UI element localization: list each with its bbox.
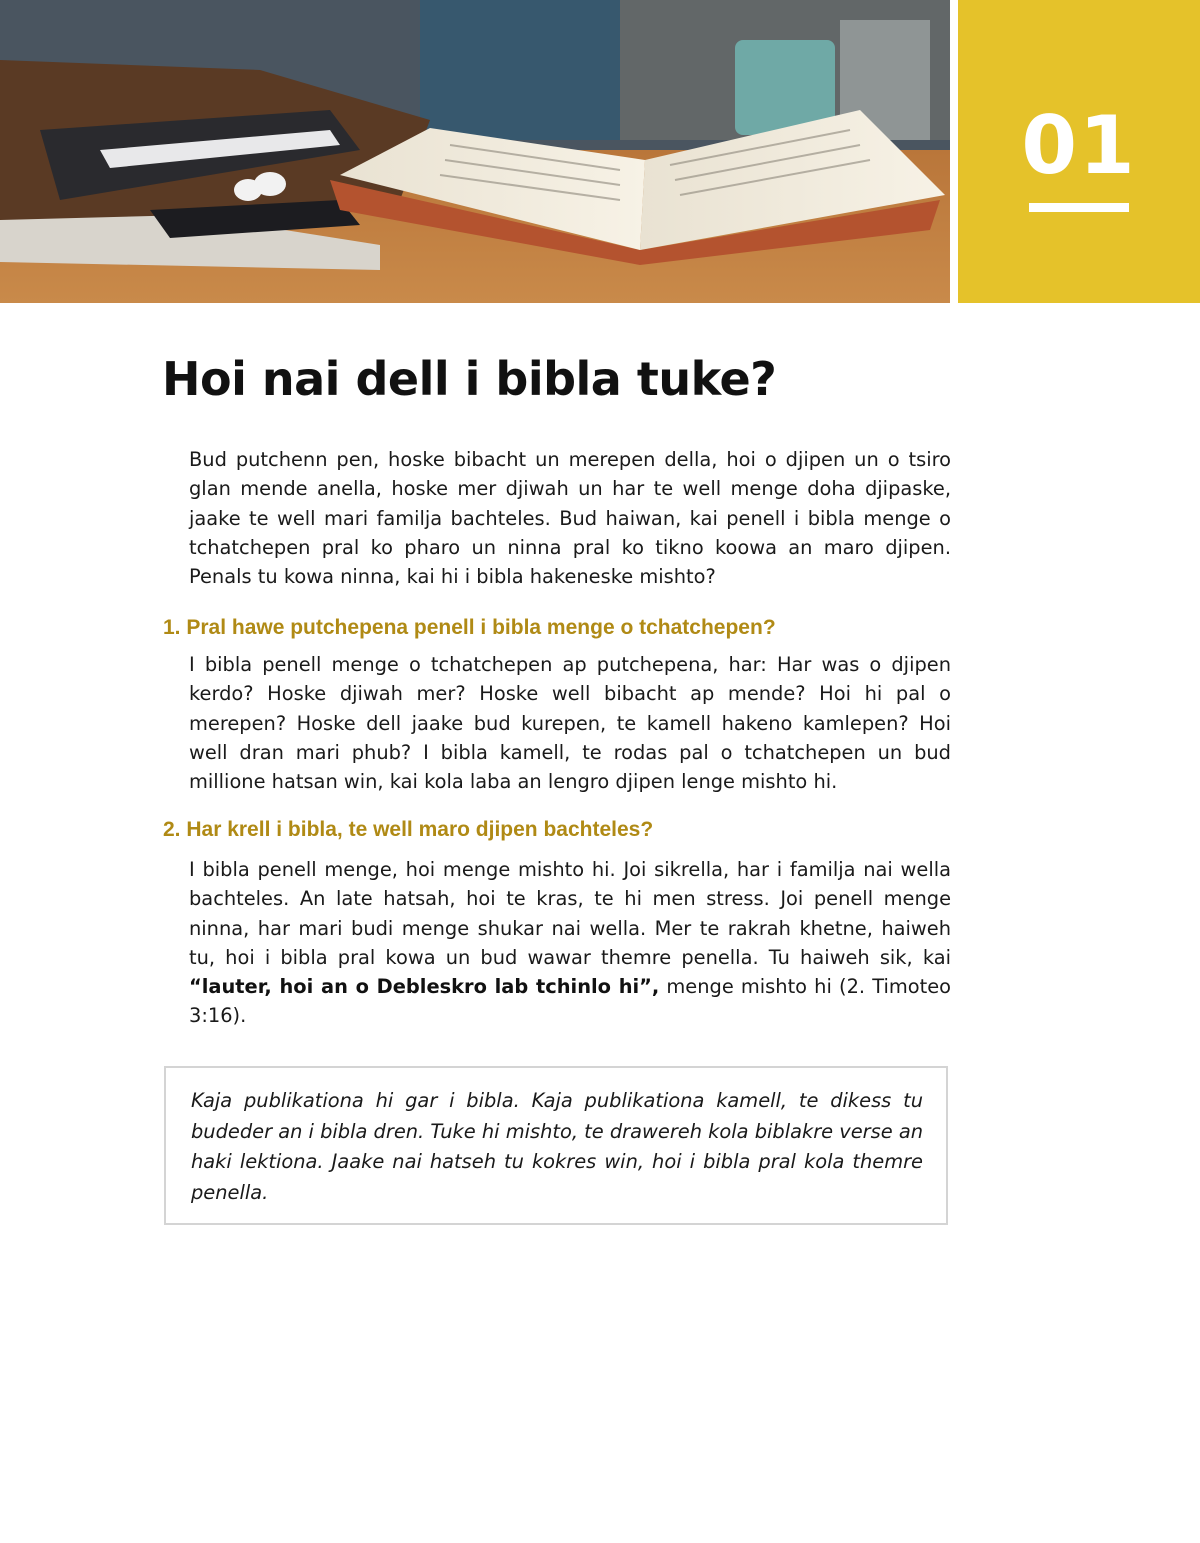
lesson-number-badge	[958, 0, 1200, 303]
answer-1: I bibla penell menge o tchatchepen ap putchepena, har: Har was o djipen kerdo? Hoske djiwah mer? Hoske well bibacht ap mende? Hoi hi pal o merepen? Hoske dell jaake bud kurepen, te kamell hakeno kamlepen? Hoi well dran mari phub? I bibla kamell, te rodas pal o tchatchepen un bud millione hatsan win, kai kola laba an lengro djipen lenge mishto hi.	[189, 653, 951, 794]
answer-2	[189, 855, 951, 1031]
note-text: Kaja publikationa hi gar i bibla. Kaja publikationa kamell, te dikess tu budeder an i bibla dren. Tuke hi mishto, te drawereh kola biblakre verse an haki lektiona. Jaake nai hatseh tu kokres win, hoi i bibla pral kola themre penella.	[191, 1089, 924, 1204]
intro-paragraph: Bud putchenn pen, hoske bibacht un merepen della, hoi o djipen un o tsiro glan mende anella, hoske mer djiwah un har te well menge doha djipaske, jaake te well mari familja bachteles. Bud haiwan, kai penell i bibla menge o tchatchepen pral ko pharo un ninna pral ko tikno koowa an maro djipen. Penals tu kowa ninna, kai hi i bibla hakeneske mishto?	[189, 448, 951, 589]
answer-2-bible-quote: “lauter, hoi an o Debleskro lab tchinlo hi”,	[189, 975, 660, 999]
page-title: Hoi nai dell i bibla tuke?	[162, 352, 777, 406]
answer-2-text-after: menge mishto hi (2. Timoteo 3:16).	[189, 975, 951, 1028]
note-box	[164, 1066, 948, 1225]
answer-2-text-before: I bibla penell menge, hoi menge mishto hi. Joi sikrella, har i familja nai wella bachteles. An late hatsah, hoi te kras, te hi men stress. Joi penell menge ninna, har mari budi menge shukar nai wella. Mer te rakrah khetne, haiweh tu, hoi i bibla pral kowa un bud wawar themre penella. Tu haiweh sik, kai	[189, 858, 951, 969]
hero-photo	[0, 0, 950, 303]
open-bible-illustration	[0, 0, 950, 303]
lesson-number: 01	[1021, 99, 1137, 192]
question-2: 2. Har krell i bibla, te well maro djipen bachteles?	[163, 818, 654, 841]
lesson-underline	[1029, 203, 1129, 212]
question-1: 1. Pral hawe putchepena penell i bibla menge o tchatchepen?	[163, 616, 776, 639]
